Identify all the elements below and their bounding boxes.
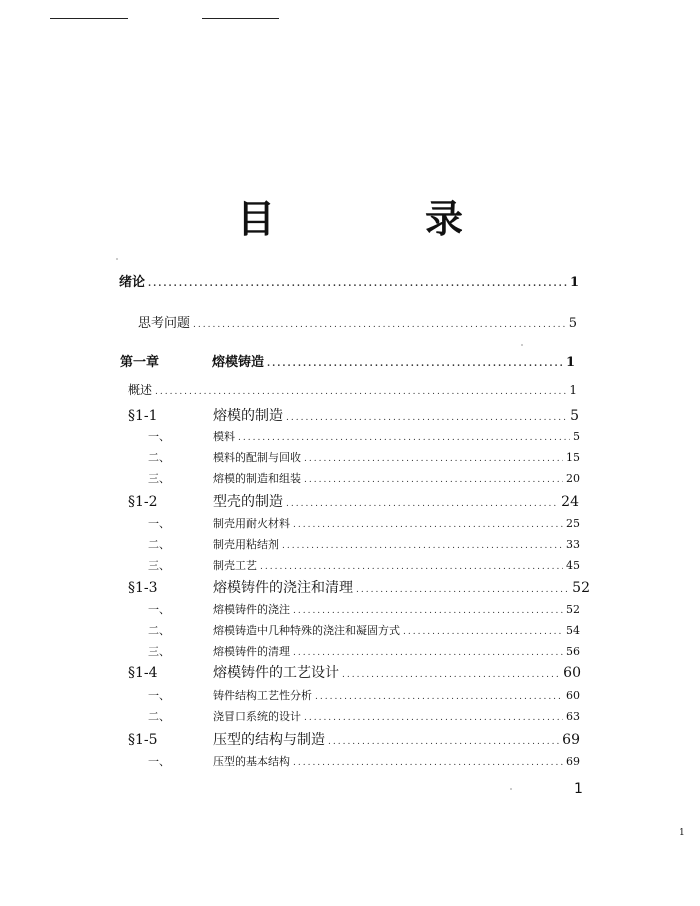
leader-dots [286, 413, 567, 423]
toc-entry-text: 压型的结构与制造 [213, 732, 325, 748]
leader-dots [403, 627, 563, 637]
leader-dots [304, 713, 563, 723]
toc-entry-number: 一、 [148, 603, 170, 616]
toc-entry-number: §1-2 [128, 494, 158, 510]
toc-entry-page: 52 [572, 580, 590, 596]
leader-dots [293, 520, 563, 530]
toc-entry-number: 三、 [148, 472, 170, 485]
toc-entry-number: 一、 [148, 430, 170, 443]
toc-entry-page: 15 [566, 451, 580, 464]
toc-entry[interactable] [148, 536, 580, 552]
page-title: 目 录 [236, 197, 519, 241]
leader-dots [328, 737, 559, 747]
scan-speck [521, 344, 523, 346]
toc-entry[interactable] [128, 662, 581, 682]
toc-entry-page: 52 [566, 603, 580, 616]
toc-entry-page: 1 [569, 275, 579, 290]
toc-entry-text: 制壳用粘结剂 [213, 538, 279, 551]
toc-entry[interactable] [128, 491, 579, 511]
toc-entry-text: 模料 [213, 430, 235, 443]
leader-dots [286, 499, 558, 509]
toc-entry-text: 熔模铸件的工艺设计 [213, 665, 339, 681]
toc-entry-page: 63 [566, 710, 580, 723]
toc-entry[interactable] [128, 405, 579, 425]
toc-entry-page: 5 [568, 316, 577, 331]
toc-entry-number: 一、 [148, 517, 170, 530]
leader-dots [315, 692, 563, 702]
toc-entry-text: 概述 [128, 383, 153, 397]
toc-entry-text: 浇冒口系统的设计 [213, 710, 301, 723]
leader-dots [260, 562, 563, 572]
toc-entry[interactable] [148, 753, 580, 769]
toc-entry-number: 二、 [148, 624, 170, 637]
scan-speck [510, 788, 512, 790]
toc-entry-text: 熔模铸造 [212, 355, 265, 370]
toc-entry-number: §1-3 [128, 580, 158, 596]
toc-entry-number: 第一章 [120, 355, 160, 370]
toc-entry[interactable] [148, 470, 580, 486]
toc-entry-number: 三、 [148, 559, 170, 572]
toc-entry[interactable] [148, 687, 580, 703]
toc-entry[interactable] [128, 381, 577, 398]
toc-entry-text: 熔模铸造中几种特殊的浇注和凝固方式 [213, 624, 400, 637]
leader-dots [356, 585, 569, 595]
leader-dots [193, 320, 566, 330]
toc-entry[interactable] [148, 449, 580, 465]
toc-entry-page: 54 [566, 624, 580, 637]
toc-entry-text: 思考问题 [138, 316, 191, 331]
leader-dots [238, 433, 570, 443]
toc-entry-number: §1-4 [128, 665, 158, 681]
toc-entry-text: 熔模铸件的浇注 [213, 603, 290, 616]
leader-dots [155, 387, 566, 397]
toc-entry-text: 绪论 [119, 275, 146, 290]
toc-entry-page: 60 [563, 665, 581, 681]
toc-entry-page: 60 [566, 689, 580, 702]
toc-entry-number: 三、 [148, 645, 170, 658]
leader-dots [304, 475, 563, 485]
scan-speck [116, 258, 118, 260]
toc-entry-page: 24 [561, 494, 579, 510]
toc-entry-text: 制壳工艺 [213, 559, 257, 572]
toc-entry-page: 20 [566, 472, 580, 485]
toc-entry-page: 45 [566, 559, 580, 572]
toc-entry[interactable] [148, 557, 580, 573]
toc-entry-number: 一、 [148, 689, 170, 702]
toc-entry[interactable] [128, 729, 580, 749]
page-number: 1 [574, 781, 583, 797]
leader-dots [267, 359, 563, 369]
toc-entry[interactable] [148, 515, 580, 531]
toc-entry-text: 压型的基本结构 [213, 755, 290, 768]
toc-entry-page: 56 [566, 645, 580, 658]
toc-entry-number: 二、 [148, 710, 170, 723]
margin-mark: 1 [679, 828, 685, 838]
toc-entry[interactable] [148, 708, 580, 724]
leader-dots [293, 648, 563, 658]
toc-entry-page: 1 [569, 383, 577, 397]
toc-entry-text: 熔模的制造 [213, 408, 283, 424]
toc-entry-page: 5 [573, 430, 580, 443]
leader-dots [282, 541, 563, 551]
toc-entry-page: 1 [565, 355, 575, 370]
top-rule-left [50, 18, 128, 19]
toc-entry[interactable] [148, 428, 580, 444]
toc-entry-number: 一、 [148, 755, 170, 768]
toc-entry-number: §1-5 [128, 732, 158, 748]
leader-dots [293, 758, 563, 768]
toc-entry[interactable] [148, 643, 580, 659]
toc-entry[interactable] [119, 271, 579, 290]
toc-entry[interactable] [138, 312, 577, 331]
toc-entry-number: 二、 [148, 451, 170, 464]
toc-entry-text: 熔模铸件的浇注和清理 [213, 580, 353, 596]
toc-entry[interactable] [148, 622, 580, 638]
toc-entry-text: 型壳的制造 [213, 494, 283, 510]
toc-entry-text: 模料的配制与回收 [213, 451, 301, 464]
toc-entry[interactable] [128, 577, 590, 597]
toc-entry[interactable] [120, 351, 575, 370]
toc-entry-page: 5 [570, 408, 579, 424]
toc-entry-page: 25 [566, 517, 580, 530]
toc-entry[interactable] [148, 601, 580, 617]
toc-entry-text: 熔模的制造和组装 [213, 472, 301, 485]
toc-entry-text: 熔模铸件的清理 [213, 645, 290, 658]
leader-dots [304, 454, 563, 464]
toc-entry-number: §1-1 [128, 408, 158, 424]
toc-entry-page: 33 [566, 538, 580, 551]
toc-entry-text: 铸件结构工艺性分析 [213, 689, 312, 702]
toc-entry-page: 69 [566, 755, 580, 768]
top-rule-right [202, 18, 279, 19]
toc-entry-page: 69 [562, 732, 580, 748]
leader-dots [148, 279, 567, 289]
leader-dots [293, 606, 563, 616]
toc-entry-number: 二、 [148, 538, 170, 551]
leader-dots [342, 670, 560, 680]
toc-entry-text: 制壳用耐火材料 [213, 517, 290, 530]
